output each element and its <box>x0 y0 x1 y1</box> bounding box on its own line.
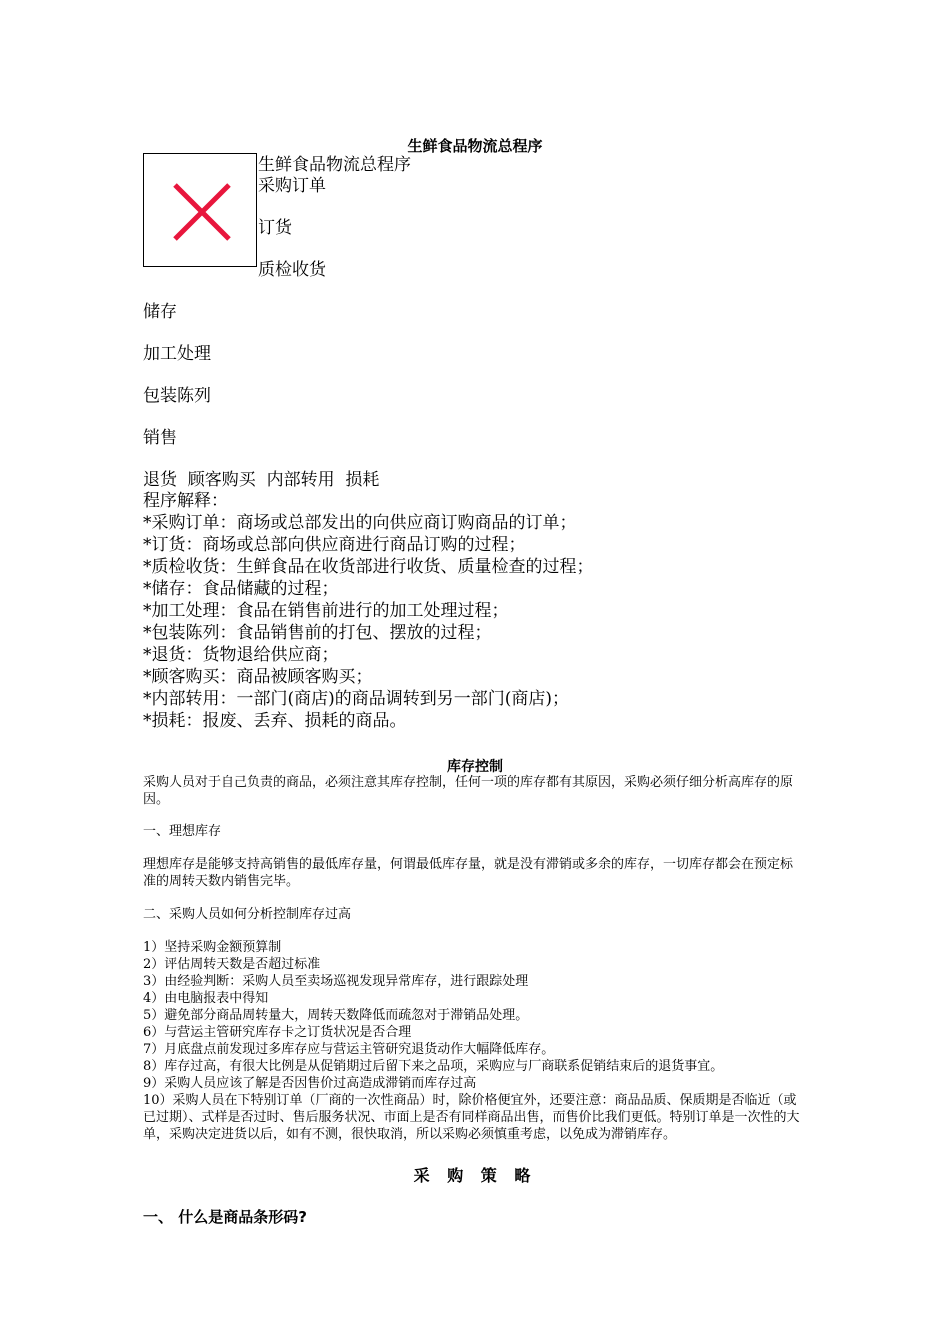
document-title: 生鲜食品物流总程序 <box>407 137 543 155</box>
flow-title: 生鲜食品物流总程序 <box>258 155 411 175</box>
explanation-item: *包装陈列：食品销售前的打包、摆放的过程； <box>143 623 492 643</box>
list-item: 9）采购人员应该了解是否因售价过高造成滞销而库存过高 <box>143 1076 477 1091</box>
list-item: 7）月底盘点前发现过多库存应与营运主管研究退货动作大幅降低库存。 <box>143 1042 555 1057</box>
explanation-item: *加工处理：食品在销售前进行的加工处理过程； <box>143 601 509 621</box>
strategy-question-heading: 一、 什么是商品条形码? <box>143 1208 307 1226</box>
list-item: 2）评估周转天数是否超过标准 <box>143 957 321 972</box>
explanation-heading: 程序解释： <box>143 491 228 511</box>
section-heading: 二、采购人员如何分析控制库存过高 <box>143 907 352 922</box>
explanation-item: *内部转用：一部门(商店)的商品调转到另一部门(商店)； <box>143 689 570 709</box>
inventory-title: 库存控制 <box>447 759 503 775</box>
flow-step: 包装陈列 <box>143 386 211 406</box>
list-item: 1）坚持采购金额预算制 <box>143 940 282 955</box>
explanation-item: *损耗：报废、丢弃、损耗的商品。 <box>143 711 407 731</box>
list-item: 6）与营运主管研究库存卡之订货状况是否合理 <box>143 1025 412 1040</box>
flow-step: 采购订单 <box>258 176 326 196</box>
explanation-item: *退货：货物退给供应商； <box>143 645 339 665</box>
section-heading: 一、理想库存 <box>143 824 222 839</box>
flow-step: 质检收货 <box>258 260 326 280</box>
list-item: 8）库存过高，有很大比例是从促销期过后留下来之品项，采购应与厂商联系促销结束后的退货事宜。 <box>143 1059 724 1074</box>
flow-outcomes: 退货 顾客购买 内部转用 损耗 <box>143 470 380 490</box>
flow-step: 订货 <box>258 218 292 238</box>
broken-image-placeholder <box>143 153 257 267</box>
flow-step: 储存 <box>143 302 177 322</box>
inventory-intro: 采购人员对于自己负责的商品，必须注意其库存控制，任何一项的库存都有其原因，采购必须仔细分析高库存的原因。 <box>143 775 794 807</box>
list-item: 5）避免部分商品周转量大，周转天数降低而疏忽对于滞销品处理。 <box>143 1008 529 1023</box>
explanation-item: *顾客购买：商品被顾客购买； <box>143 667 373 687</box>
list-item: 4）由电脑报表中得知 <box>143 991 269 1006</box>
section-body: 理想库存是能够支持高销售的最低库存量，何谓最低库存量，就是没有滞销或多余的库存，一切库存都会在预定标准的周转天数内销售完毕。 <box>143 857 794 889</box>
broken-image-x-icon <box>144 154 256 266</box>
explanation-item: *订货：商场或总部向供应商进行商品订购的过程； <box>143 535 526 555</box>
explanation-item: *质检收货：生鲜食品在收货部进行收货、质量检查的过程； <box>143 557 594 577</box>
list-item: 3）由经验判断：采购人员至卖场巡视发现异常库存，进行跟踪处理 <box>143 974 529 989</box>
flow-step: 加工处理 <box>143 344 211 364</box>
list-item: 10）采购人员在下特别订单（厂商的一次性商品）时，除价格便宜外，还要注意：商品品质、保质期是否临近（或已过期）、式样是否过时、售后服务状况、市面上是否有同样商品出售，而售价比我们更低。特别订单是一次性的大单，采购决定进货以后，如有不测，很快取消，所以采购必须慎重考虑，以免成为滞销库存。 <box>143 1093 800 1142</box>
explanation-item: *采购订单：商场或总部发出的向供应商订购商品的订单； <box>143 513 577 533</box>
strategy-title: 采 购 策 略 <box>413 1166 537 1185</box>
explanation-item: *储存：食品储藏的过程； <box>143 579 339 599</box>
flow-step: 销售 <box>143 428 177 448</box>
